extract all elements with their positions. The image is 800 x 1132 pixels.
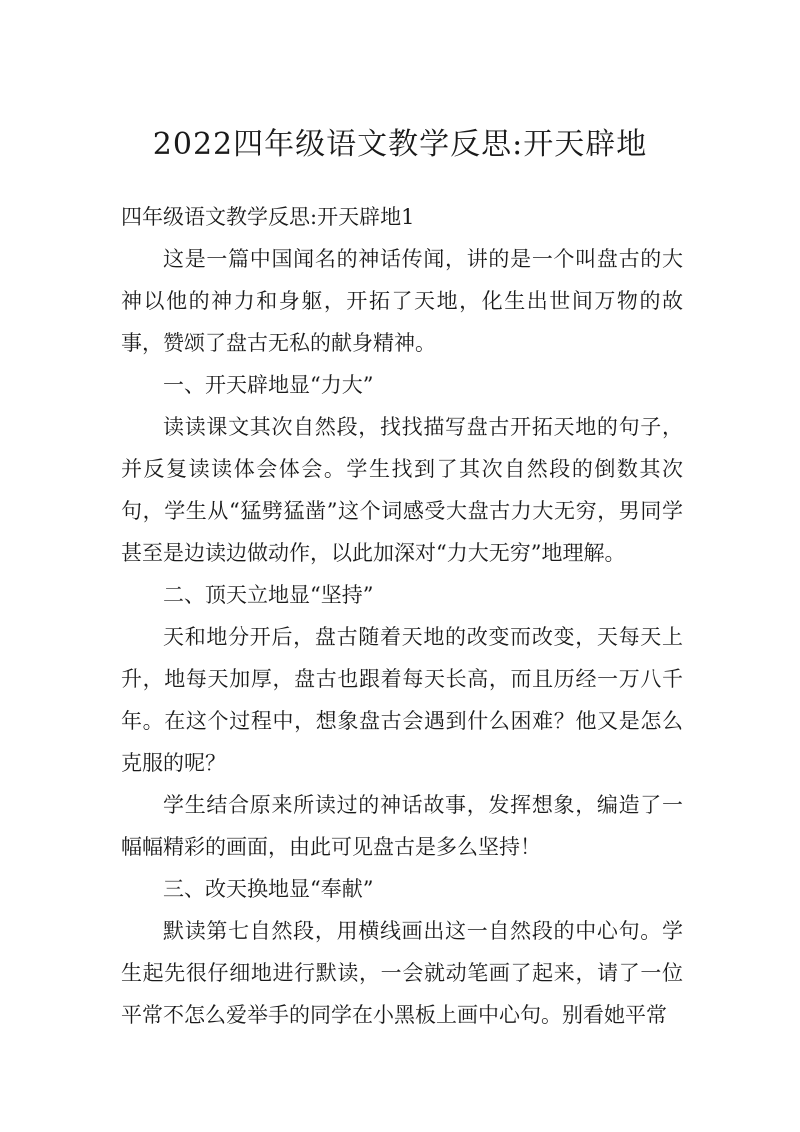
paragraph: 默读第七自然段，用横线画出这一自然段的中心句。学生起先很仔细地进行默读，一会就动笔画了起来，请了一位平常不怎么爱举手的同学在小黑板上画中心句。别看她平常 bbox=[121, 919, 683, 1027]
document-title: 2022四年级语文教学反思:开天辟地 bbox=[152, 127, 648, 162]
section-heading: 二、顶天立地显“坚持” bbox=[163, 583, 374, 607]
section-heading: 三、改天换地显“奉献” bbox=[163, 877, 374, 901]
section-heading: 一、开天辟地显“力大” bbox=[163, 373, 374, 397]
paragraph: 天和地分开后，盘古随着天地的改变而改变，天每天上升，地每天加厚，盘古也跟着每天长高，而且历经一万八千年。在这个过程中，想象盘古会遇到什么困难？他又是怎么克服的呢？ bbox=[121, 625, 683, 775]
paragraph: 这是一篇中国闻名的神话传闻，讲的是一个叫盘古的大神以他的神力和身躯，开拓了天地，化生出世间万物的故事，赞颂了盘古无私的献身精神。 bbox=[121, 247, 683, 355]
section-subtitle: 四年级语文教学反思:开天辟地1 bbox=[121, 205, 415, 229]
paragraph: 读读课文其次自然段，找找描写盘古开拓天地的句子，并反复读读体会体会。学生找到了其次自然段的倒数其次句，学生从“猛劈猛凿”这个词感受大盘古力大无穷，男同学甚至是边读边做动作，以此加深对“力大无穷”地理解。 bbox=[121, 415, 683, 565]
paragraph: 学生结合原来所读过的神话故事，发挥想象，编造了一幅幅精彩的画面，由此可见盘古是多么坚持！ bbox=[121, 793, 683, 859]
document-body bbox=[121, 196, 683, 1036]
